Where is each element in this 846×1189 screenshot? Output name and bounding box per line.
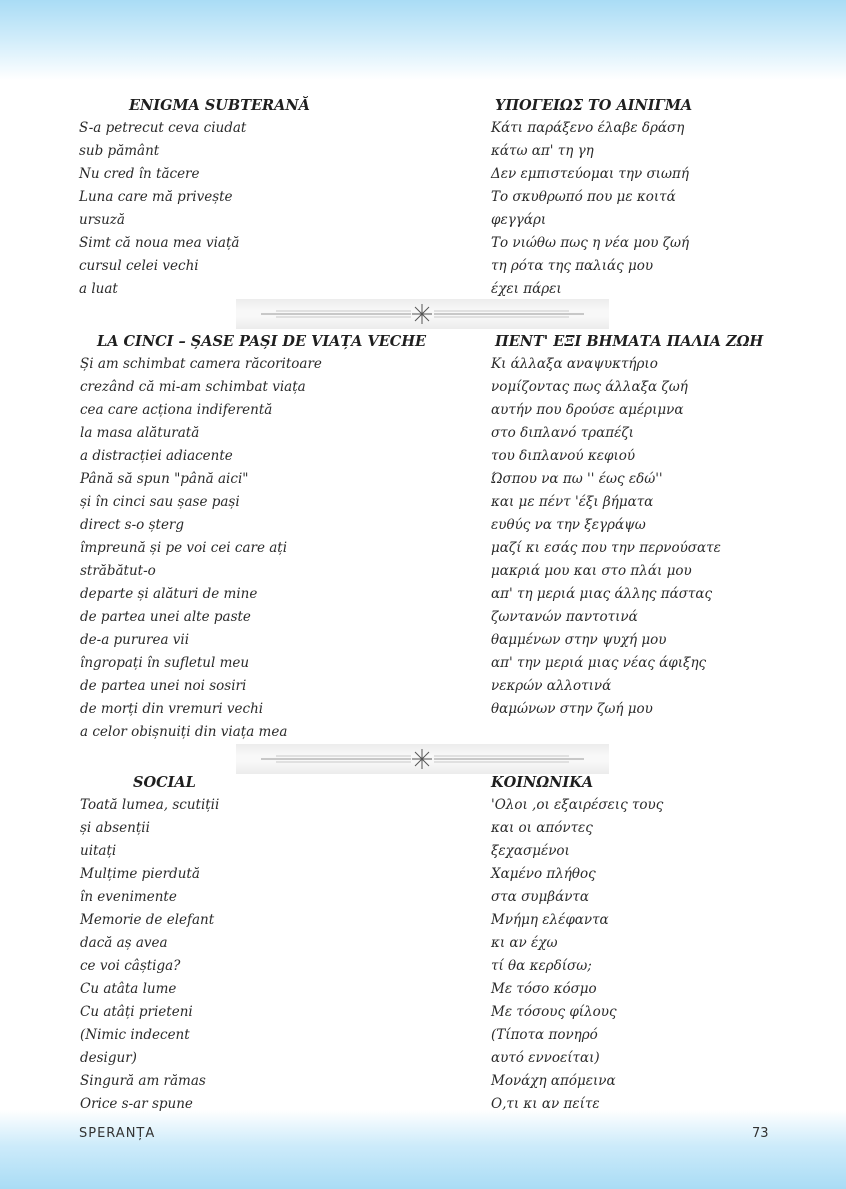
poem-line: Ο,τι κι αν πείτε xyxy=(491,1096,600,1112)
poem-line: Simt că noua mea viață xyxy=(79,235,240,251)
poem-line: αυτήν που δρούσε αμέριμνα xyxy=(491,402,684,418)
poem-line: αυτό εννοείται) xyxy=(491,1050,600,1066)
poem-line: și absenții xyxy=(80,820,150,836)
poem-line: νομίζοντας πως άλλαξα ζωή xyxy=(491,379,688,395)
ornament-icon xyxy=(236,744,609,774)
footer-band xyxy=(0,1110,846,1189)
poem-line: Toată lumea, scutiții xyxy=(80,797,220,813)
ornament-icon xyxy=(236,299,609,329)
greek-poem-title: ΥΠΟΓΕΙΩΣ ΤΟ ΑΙΝΙΓΜΑ xyxy=(495,97,693,114)
poem-line: Cu atâta lume xyxy=(80,981,177,997)
poem-line: Nu cred în tăcere xyxy=(79,166,200,182)
poem-line: κάτω απ' τη γη xyxy=(491,143,594,159)
poem-line: απ' τη μεριά μιας άλλης πάστας xyxy=(491,586,713,602)
poem-line: ευθύς να την ξεγράψω xyxy=(491,517,646,533)
poem-line: στα συμβάντα xyxy=(491,889,590,905)
poem-line: μαζί κι εσάς που την περνούσατε xyxy=(491,540,721,556)
poem-line: και με πέντ 'έξι βήματα xyxy=(491,494,654,510)
section-divider xyxy=(236,744,609,774)
poem-line: μακριά μου και στο πλάι μου xyxy=(491,563,692,579)
poem-line: sub pământ xyxy=(79,143,160,159)
poem-line: θαμμένων στην ψυχή μου xyxy=(491,632,667,648)
poem-line: Με τόσο κόσμο xyxy=(491,981,597,997)
poem-line: 'Ολοι ,οι εξαιρέσεις τους xyxy=(491,797,664,813)
poem-line: Ώσπου να πω '' έως εδώ'' xyxy=(491,471,663,487)
poem-line: în evenimente xyxy=(80,889,177,905)
poem-line: και οι απόντες xyxy=(491,820,593,836)
greek-poem-title: ΚΟΙΝΩΝΙΚΑ xyxy=(491,774,594,791)
poem-line: θαμώνων στην ζωή μου xyxy=(491,701,653,717)
poem-line: dacă aș avea xyxy=(80,935,168,951)
poem-line: de partea unei alte paste xyxy=(80,609,251,625)
poem-line: cea care acționa indiferentă xyxy=(80,402,273,418)
poem-line: străbătut-o xyxy=(80,563,156,579)
poem-line: απ' την μεριά μιας νέας άφιξης xyxy=(491,655,707,671)
poem-line: Χαμένο πλήθος xyxy=(491,866,596,882)
poem-line: Το σκυθρωπό που με κοιτά xyxy=(491,189,676,205)
romanian-poem-text xyxy=(80,794,219,1116)
poem-line: direct s-o șterg xyxy=(80,517,185,533)
poem-line: Δεν εμπιστεύομαι την σιωπή xyxy=(491,166,689,182)
poem-line: Mulțime pierdută xyxy=(80,866,200,882)
romanian-poem-title: LA CINCI – ȘASE PAȘI DE VIAȚA VECHE xyxy=(97,333,427,350)
header-band xyxy=(0,0,846,80)
poem-line: ursuză xyxy=(79,212,125,228)
poem-line: ζωντανών παντοτινά xyxy=(491,609,638,625)
poem-line: de-a pururea vii xyxy=(80,632,190,648)
romanian-poem-text xyxy=(80,353,322,744)
page-number: 73 xyxy=(752,1126,769,1141)
poem-line: τη ρότα της παλιάς μου xyxy=(491,258,654,274)
poem-line: Memorie de elefant xyxy=(80,912,215,928)
poem-line: του διπλανού κεφιού xyxy=(491,448,636,464)
poem-line: Cu atâți prieteni xyxy=(80,1004,193,1020)
poem-line: și în cinci sau șase pași xyxy=(80,494,240,510)
poem-line: τί θα κερδίσω; xyxy=(491,958,592,974)
poem-line: Până să spun "până aici" xyxy=(80,471,249,487)
poem-line: împreună și pe voi cei care ați xyxy=(80,540,288,556)
poem-line: a distracției adiacente xyxy=(80,448,233,464)
poem-line: la masa alăturată xyxy=(80,425,200,441)
romanian-poem-text xyxy=(79,117,246,301)
greek-poem-text xyxy=(491,353,721,721)
poem-line: Μονάχη απόμεινα xyxy=(491,1073,616,1089)
section-divider xyxy=(236,299,609,329)
poem-line: a luat xyxy=(79,281,118,297)
romanian-poem-title: SOCIAL xyxy=(133,774,196,791)
poem-line: Μνήμη ελέφαντα xyxy=(491,912,609,928)
romanian-poem-title: ENIGMA SUBTERANĂ xyxy=(129,97,310,114)
poem-line: (Τίποτα πονηρό xyxy=(491,1027,598,1043)
poem-line: de morți din vremuri vechi xyxy=(80,701,264,717)
poem-line: departe și alături de mine xyxy=(80,586,258,602)
poem-line: κι αν έχω xyxy=(491,935,558,951)
poem-line: Orice s-ar spune xyxy=(80,1096,193,1112)
poem-line: Și am schimbat camera răcoritoare xyxy=(80,356,322,372)
poem-line: crezând că mi-am schimbat viața xyxy=(80,379,306,395)
poem-line: Το νιώθω πως η νέα μου ζωή xyxy=(491,235,690,251)
greek-poem-text xyxy=(491,794,663,1116)
poem-line: de partea unei noi sosiri xyxy=(80,678,247,694)
poem-line: στο διπλανό τραπέζι xyxy=(491,425,634,441)
poem-line: φεγγάρι xyxy=(491,212,547,228)
poem-line: cursul celei vechi xyxy=(79,258,199,274)
poem-line: Κι άλλαξα αναψυκτήριο xyxy=(491,356,658,372)
poem-line: Luna care mă privește xyxy=(79,189,233,205)
poem-line: νεκρών αλλοτινά xyxy=(491,678,612,694)
poem-line: Με τόσους φίλους xyxy=(491,1004,617,1020)
poem-line: έχει πάρει xyxy=(491,281,562,297)
poem-line: (Nimic indecent xyxy=(80,1027,190,1043)
greek-poem-text xyxy=(491,117,689,301)
footer-title: SPERANȚA xyxy=(79,1126,156,1141)
poem-line: ξεχασμένοι xyxy=(491,843,570,859)
poem-line: S-a petrecut ceva ciudat xyxy=(79,120,247,136)
poem-line: uitați xyxy=(80,843,117,859)
poem-line: desigur) xyxy=(80,1050,137,1066)
poem-line: îngropați în sufletul meu xyxy=(80,655,250,671)
poem-line: a celor obișnuiți din viața mea xyxy=(80,724,288,740)
poem-line: Κάτι παράξενο έλαβε δράση xyxy=(491,120,685,136)
poem-line: Singură am rămas xyxy=(80,1073,206,1089)
poem-line: ce voi câștiga? xyxy=(80,958,181,974)
greek-poem-title: ΠΕΝΤ' ΕΞΙ ΒΗΜΑΤΑ ΠΑΛΙΑ ΖΩΗ xyxy=(495,333,764,350)
